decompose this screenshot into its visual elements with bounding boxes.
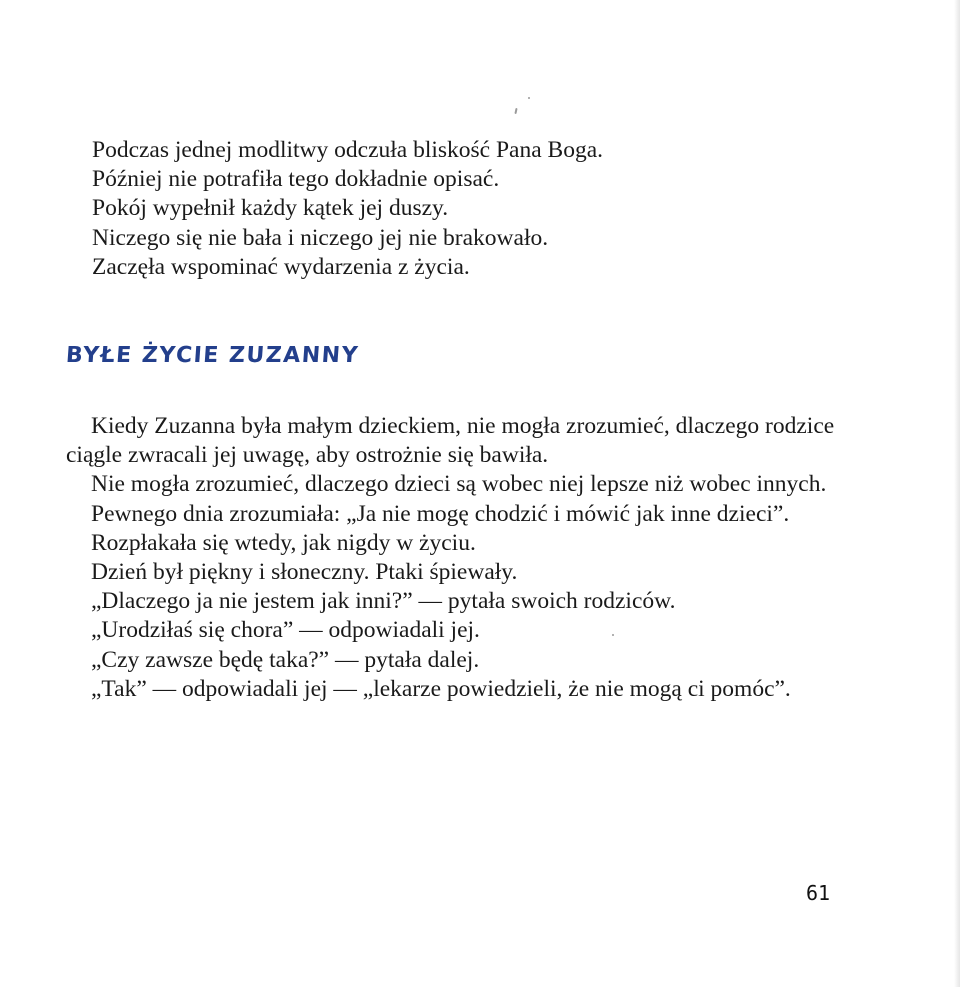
page-edge-shadow [954,0,960,987]
intro-line: Podczas jednej modlitwy odczuła bliskość Pana Boga. [92,137,604,163]
story-paragraph: „Czy zawsze będę taka?” — pytała dalej. [91,646,480,673]
story-paragraph: Pewnego dnia zrozumiała: „Ja nie mogę chodzić i mówić jak inne dzieci”. [91,500,790,527]
story-paragraph: Dzień był piękny i słoneczny. Ptaki śpiewały. [91,559,518,586]
scan-speck [528,97,530,99]
page-number: 61 [806,881,831,905]
intro-line: Niczego się nie bała i niczego jej nie brakowało. [92,224,549,251]
intro-line: Później nie potrafiła tego dokładnie opisać. [92,166,500,193]
scan-speck [514,108,517,114]
story-paragraph: „Dlaczego ja nie jestem jak inni?” — pytała swoich rodziców. [91,588,676,615]
story-paragraph: „Tak” — odpowiadali jej — „lekarze powiedzieli, że nie mogą ci pomóc”. [91,675,791,702]
intro-text [92,136,603,282]
section-heading: BYŁE ŻYCIE ZUZANNY [65,343,360,368]
intro-line: Pokój wypełnił każdy kątek jej duszy. [92,195,449,222]
story-paragraph: Nie mogła zrozumieć, dlaczego dzieci są wobec niej lepsze niż wobec innych. [91,471,827,498]
story-text [66,412,836,704]
story-paragraph: Kiedy Zuzanna była małym dzieckiem, nie mogła zrozumieć, dlaczego rodzice ciągle zwracali jej uwagę, aby ostrożnie się bawiła. [66,413,835,469]
story-paragraph: „Urodziłaś się chora” — odpowiadali jej. [91,617,480,644]
intro-line: Zaczęła wspominać wydarzenia z życia. [92,253,470,280]
story-paragraph: Rozpłakała się wtedy, jak nigdy w życiu. [91,529,476,556]
